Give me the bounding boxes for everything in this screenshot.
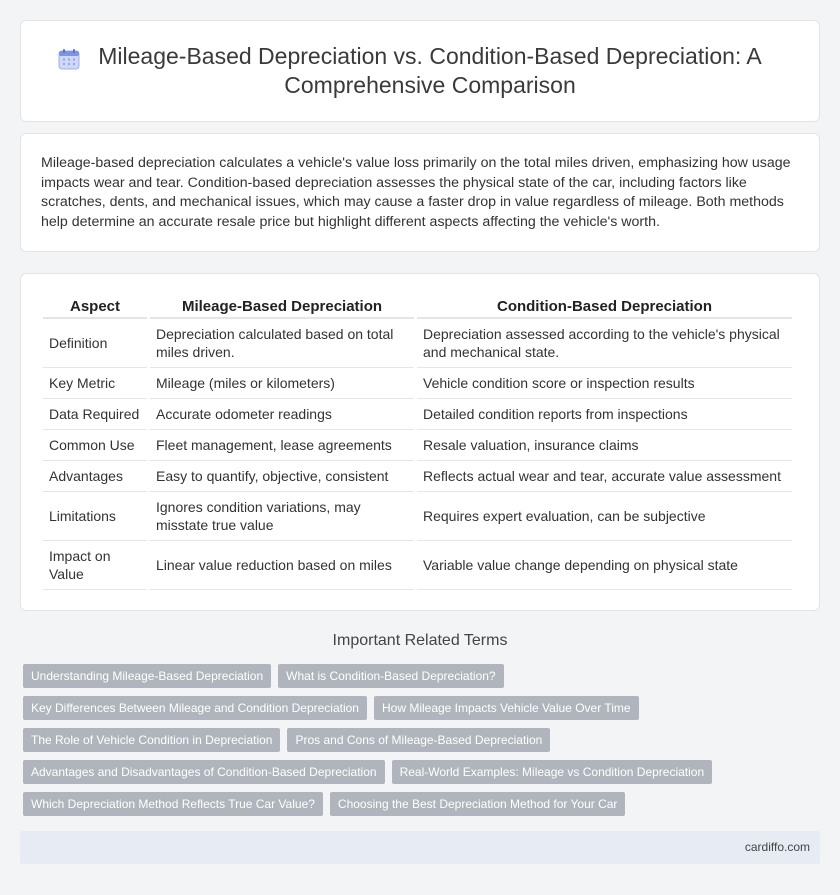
table-row bbox=[43, 541, 792, 590]
row-condition: Reflects actual wear and tear, accurate value assessment bbox=[417, 461, 792, 492]
comparison-card bbox=[20, 273, 820, 611]
row-mileage: Mileage (miles or kilometers) bbox=[150, 368, 414, 399]
row-condition: Requires expert evaluation, can be subjective bbox=[417, 492, 792, 541]
row-aspect: Data Required bbox=[43, 399, 147, 430]
table-row bbox=[43, 430, 792, 461]
related-term-tag[interactable]: What is Condition-Based Depreciation? bbox=[278, 664, 503, 688]
related-terms-heading: Important Related Terms bbox=[332, 632, 508, 649]
related-term-tag[interactable]: Advantages and Disadvantages of Condition-Based Depreciation bbox=[23, 760, 385, 784]
row-mileage: Depreciation calculated based on total miles driven. bbox=[150, 319, 414, 368]
row-aspect: Impact on Value bbox=[43, 541, 147, 590]
related-term-tag[interactable]: Pros and Cons of Mileage-Based Depreciation bbox=[287, 728, 550, 752]
intro-card bbox=[20, 133, 820, 252]
related-terms-list bbox=[23, 664, 823, 824]
table-row bbox=[43, 461, 792, 492]
table-row bbox=[43, 399, 792, 430]
table-row bbox=[43, 368, 792, 399]
table-header-row bbox=[43, 295, 792, 319]
table-row bbox=[43, 319, 792, 368]
row-aspect: Key Metric bbox=[43, 368, 147, 399]
row-mileage: Accurate odometer readings bbox=[150, 399, 414, 430]
row-condition: Variable value change depending on physical state bbox=[417, 541, 792, 590]
row-mileage: Ignores condition variations, may misstate true value bbox=[150, 492, 414, 541]
related-term-tag[interactable]: Key Differences Between Mileage and Condition Depreciation bbox=[23, 696, 367, 720]
row-condition: Resale valuation, insurance claims bbox=[417, 430, 792, 461]
row-aspect: Limitations bbox=[43, 492, 147, 541]
footer-site[interactable]: cardiffo.com bbox=[744, 840, 810, 854]
row-mileage: Linear value reduction based on miles bbox=[150, 541, 414, 590]
row-aspect: Advantages bbox=[43, 461, 147, 492]
header-condition: Condition-Based Depreciation bbox=[417, 295, 792, 319]
row-condition: Vehicle condition score or inspection results bbox=[417, 368, 792, 399]
intro-paragraph: Mileage-based depreciation calculates a vehicle's value loss primarily on the total miles driven, emphasizing how usage impacts wear and tear. Condition-based depreciation assesses the physical state of the car, including factors like scratches, dents, and mechanical issues, which may cause a faster drop in value regardless of mileage. Both methods help determine an accurate resale price but highlight different aspects affecting the vehicle's worth. bbox=[41, 155, 791, 230]
footer bbox=[20, 831, 820, 864]
related-term-tag[interactable]: Which Depreciation Method Reflects True Car Value? bbox=[23, 792, 323, 816]
related-term-tag[interactable]: Understanding Mileage-Based Depreciation bbox=[23, 664, 271, 688]
comparison-table bbox=[40, 295, 795, 590]
row-mileage: Easy to quantify, objective, consistent bbox=[150, 461, 414, 492]
row-condition: Detailed condition reports from inspections bbox=[417, 399, 792, 430]
row-mileage: Fleet management, lease agreements bbox=[150, 430, 414, 461]
related-term-tag[interactable]: The Role of Vehicle Condition in Depreciation bbox=[23, 728, 280, 752]
page-title: Mileage-Based Depreciation vs. Condition-Based Depreciation: A Comprehensive Comparison bbox=[98, 43, 762, 98]
row-aspect: Definition bbox=[43, 319, 147, 368]
related-term-tag[interactable]: Choosing the Best Depreciation Method for Your Car bbox=[330, 792, 626, 816]
related-term-tag[interactable]: Real-World Examples: Mileage vs Condition Depreciation bbox=[392, 760, 713, 784]
table-row bbox=[43, 492, 792, 541]
row-condition: Depreciation assessed according to the vehicle's physical and mechanical state. bbox=[417, 319, 792, 368]
header-mileage: Mileage-Based Depreciation bbox=[150, 295, 414, 319]
title-card bbox=[20, 20, 820, 122]
row-aspect: Common Use bbox=[43, 430, 147, 461]
header-aspect: Aspect bbox=[43, 295, 147, 319]
related-term-tag[interactable]: How Mileage Impacts Vehicle Value Over Time bbox=[374, 696, 639, 720]
